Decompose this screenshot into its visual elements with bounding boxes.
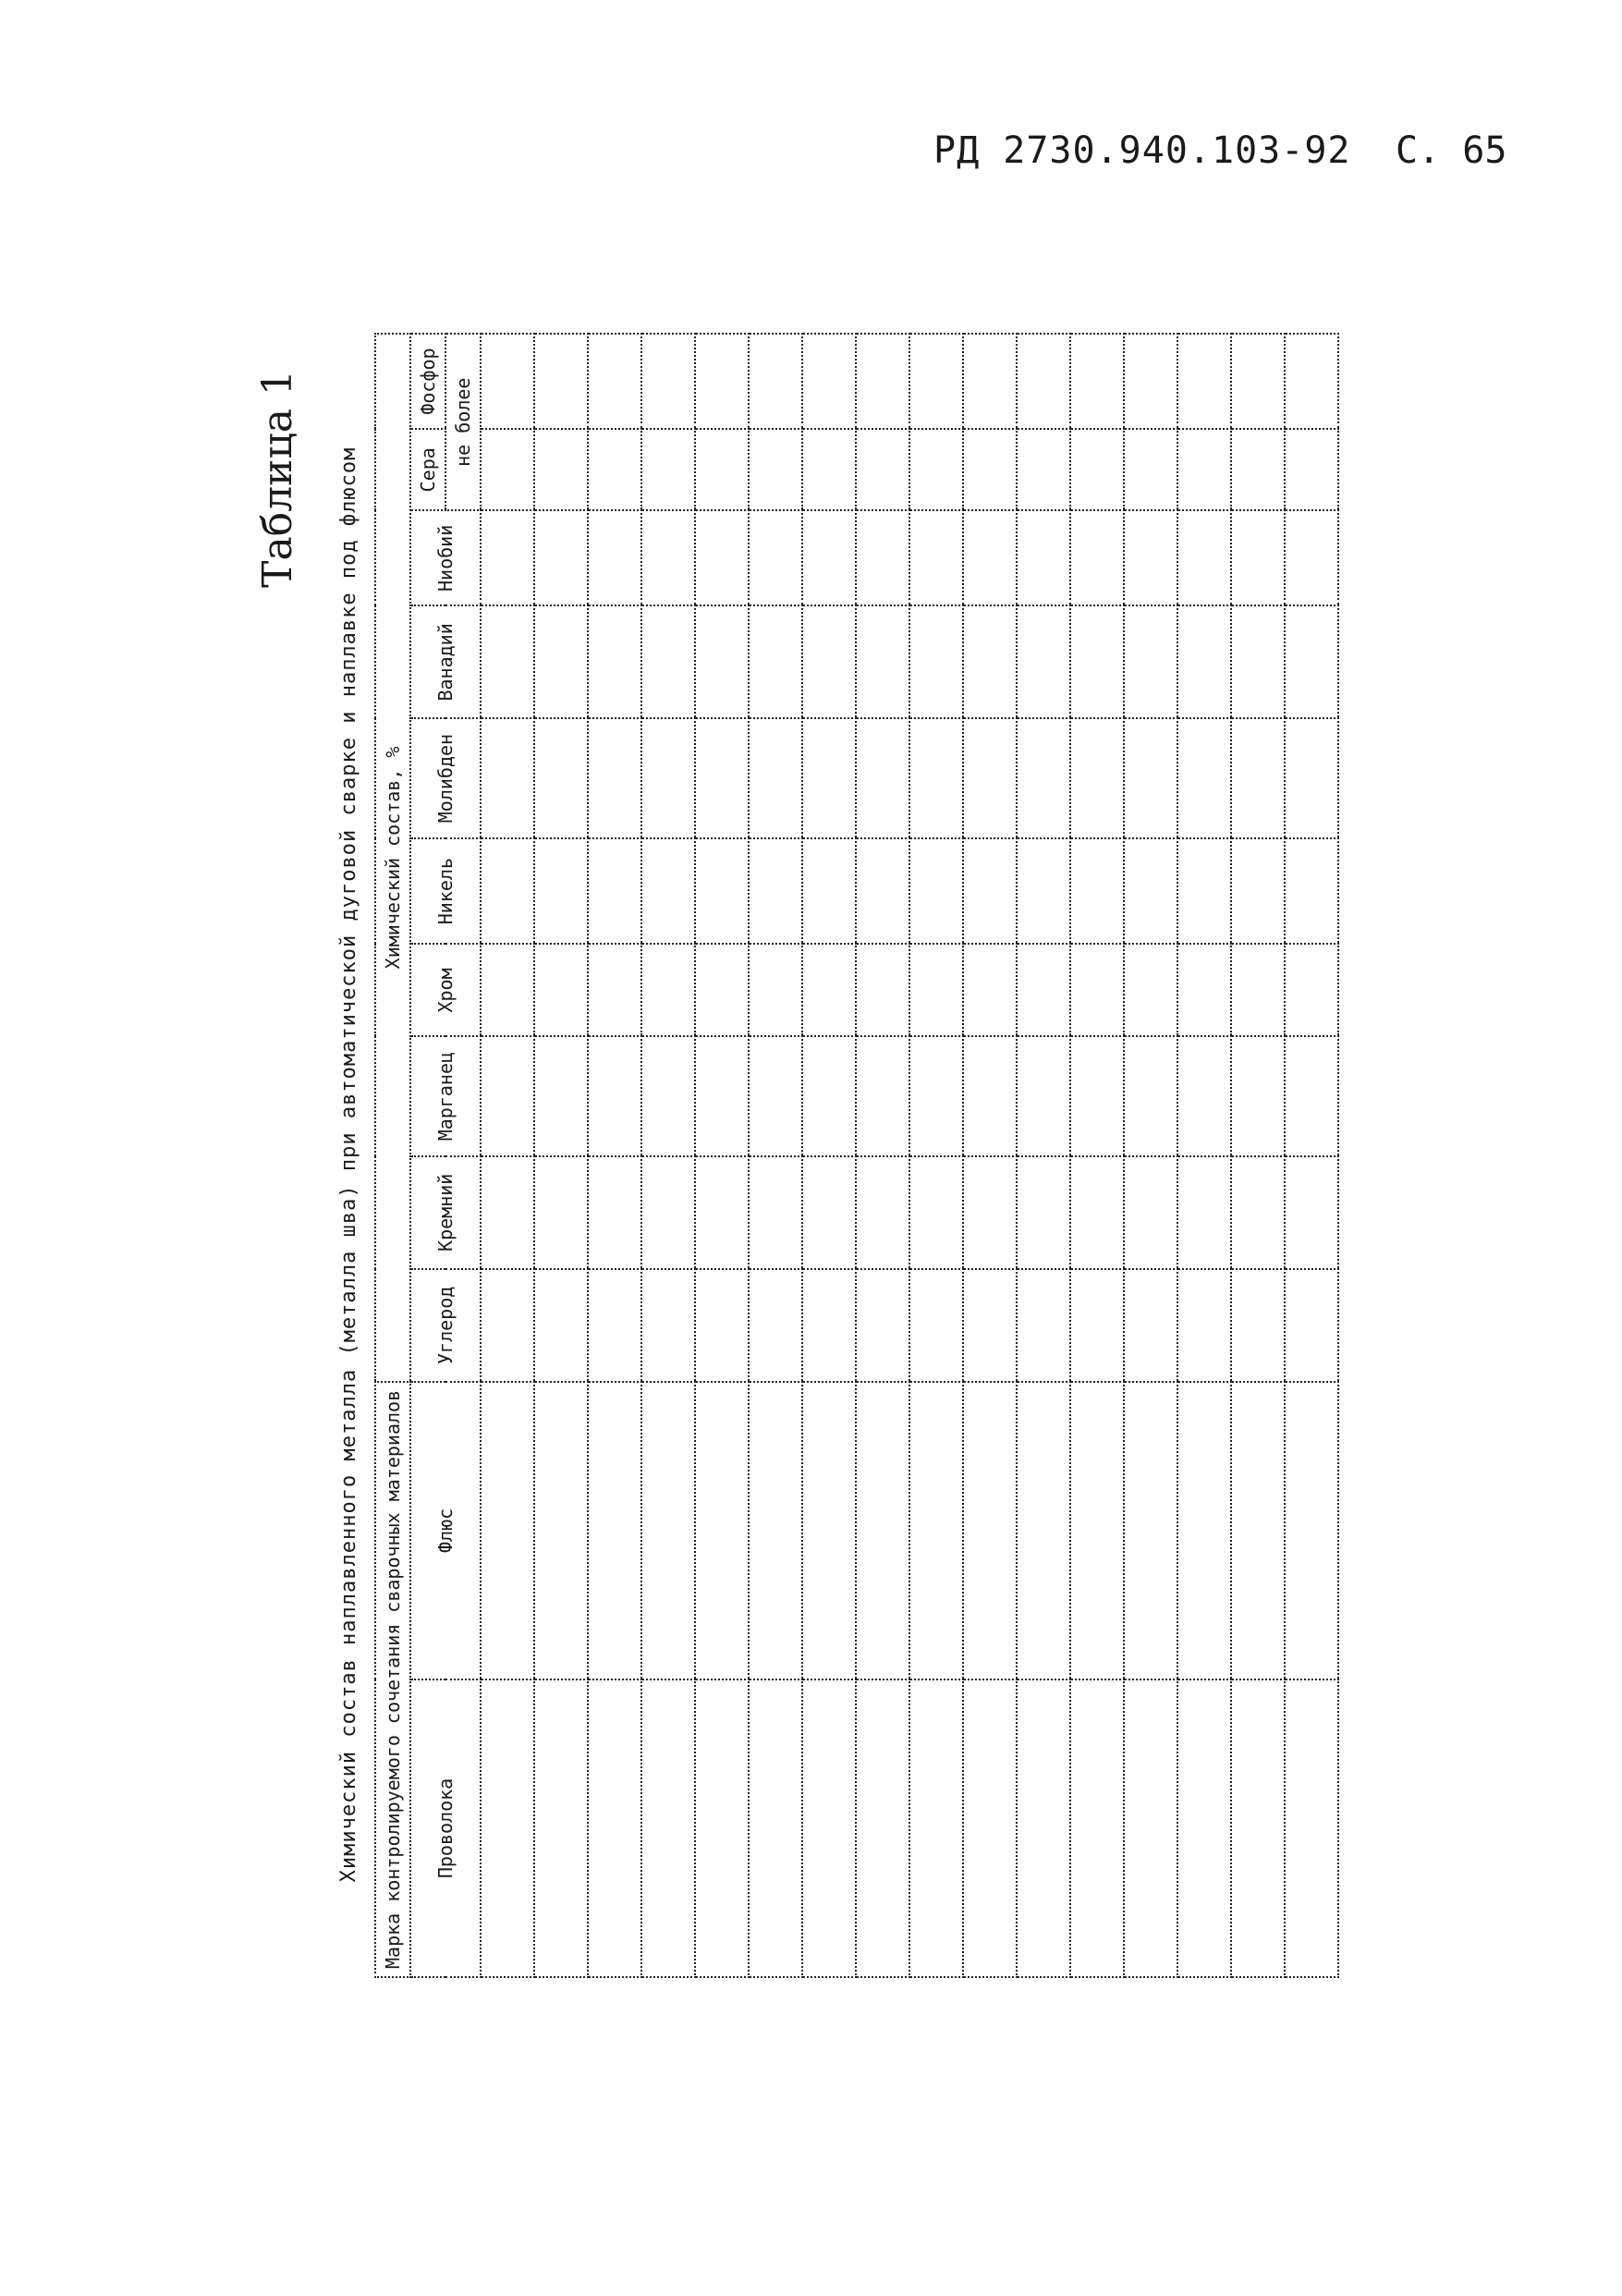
header-vanadium: Ванадий <box>410 605 481 718</box>
cell-carbon <box>856 1269 909 1382</box>
cell-niobium <box>749 510 802 605</box>
cell-silicon <box>641 1156 695 1269</box>
header-phosphorus: Фосфор <box>410 334 445 429</box>
cell-flux <box>1285 1382 1338 1679</box>
cell-wire <box>1177 1679 1231 1977</box>
cell-silicon <box>802 1156 856 1269</box>
cell-carbon <box>802 1269 856 1382</box>
cell-manganese <box>534 1036 588 1155</box>
cell-flux <box>749 1382 802 1679</box>
cell-phosphorus <box>695 334 749 429</box>
cell-manganese <box>1070 1036 1124 1155</box>
cell-vanadium <box>1124 605 1177 718</box>
cell-niobium <box>1017 510 1070 605</box>
cell-silicon <box>1124 1156 1177 1269</box>
cell-phosphorus <box>1231 334 1285 429</box>
cell-niobium <box>963 510 1017 605</box>
cell-vanadium <box>695 605 749 718</box>
cell-silicon <box>481 1156 534 1269</box>
header-molybdenum: Молибден <box>410 718 481 837</box>
cell-wire <box>1285 1679 1338 1977</box>
cell-molybdenum <box>1285 718 1338 837</box>
document-code: РД 2730.940.103-92 <box>933 129 1351 172</box>
cell-phosphorus <box>1285 334 1338 429</box>
cell-chromium <box>695 944 749 1036</box>
table-caption: Химический состав наплавленного металла (металла шва) при автоматической дуговой сварке и наплавке под флюсом <box>337 446 360 1883</box>
cell-chromium <box>641 944 695 1036</box>
cell-wire <box>534 1679 588 1977</box>
cell-flux <box>963 1382 1017 1679</box>
cell-nickel <box>1285 838 1338 945</box>
cell-vanadium <box>963 605 1017 718</box>
cell-chromium <box>1124 944 1177 1036</box>
cell-wire <box>909 1679 963 1977</box>
cell-molybdenum <box>749 718 802 837</box>
cell-sulfur <box>1124 429 1177 510</box>
cell-vanadium <box>1017 605 1070 718</box>
cell-carbon <box>963 1269 1017 1382</box>
cell-manganese <box>695 1036 749 1155</box>
cell-nickel <box>534 838 588 945</box>
cell-niobium <box>695 510 749 605</box>
cell-nickel <box>588 838 641 945</box>
cell-vanadium <box>1070 605 1124 718</box>
table-row <box>534 334 588 1977</box>
cell-nickel <box>1124 838 1177 945</box>
cell-phosphorus <box>909 334 963 429</box>
cell-niobium <box>909 510 963 605</box>
cell-manganese <box>481 1036 534 1155</box>
cell-chromium <box>749 944 802 1036</box>
cell-carbon <box>695 1269 749 1382</box>
cell-flux <box>1070 1382 1124 1679</box>
cell-flux <box>641 1382 695 1679</box>
cell-manganese <box>1177 1036 1231 1155</box>
table-row <box>1177 334 1231 1977</box>
cell-silicon <box>1285 1156 1338 1269</box>
cell-sulfur <box>749 429 802 510</box>
cell-nickel <box>641 838 695 945</box>
cell-carbon <box>749 1269 802 1382</box>
cell-carbon <box>1231 1269 1285 1382</box>
cell-flux <box>534 1382 588 1679</box>
cell-carbon <box>1124 1269 1177 1382</box>
cell-niobium <box>481 510 534 605</box>
header-sulfur: Сера <box>410 429 445 510</box>
cell-sulfur <box>963 429 1017 510</box>
cell-manganese <box>1017 1036 1070 1155</box>
cell-phosphorus <box>856 334 909 429</box>
cell-vanadium <box>1231 605 1285 718</box>
cell-manganese <box>802 1036 856 1155</box>
table-row <box>1070 334 1124 1977</box>
table-row <box>963 334 1017 1977</box>
table-row <box>1231 334 1285 1977</box>
cell-silicon <box>588 1156 641 1269</box>
cell-sulfur <box>1285 429 1338 510</box>
cell-niobium <box>641 510 695 605</box>
cell-molybdenum <box>1231 718 1285 837</box>
cell-molybdenum <box>1070 718 1124 837</box>
cell-wire <box>481 1679 534 1977</box>
cell-phosphorus <box>534 334 588 429</box>
cell-sulfur <box>802 429 856 510</box>
cell-carbon <box>1017 1269 1070 1382</box>
cell-manganese <box>749 1036 802 1155</box>
cell-manganese <box>588 1036 641 1155</box>
cell-carbon <box>1285 1269 1338 1382</box>
cell-nickel <box>963 838 1017 945</box>
header-niobium: Ниобий <box>410 510 481 605</box>
cell-flux <box>909 1382 963 1679</box>
cell-molybdenum <box>1017 718 1070 837</box>
cell-silicon <box>909 1156 963 1269</box>
cell-sulfur <box>909 429 963 510</box>
cell-molybdenum <box>802 718 856 837</box>
cell-wire <box>1017 1679 1070 1977</box>
cell-nickel <box>695 838 749 945</box>
cell-wire <box>1231 1679 1285 1977</box>
materials-group-header: Марка контролируемого сочетания сварочных материалов <box>375 1382 410 1977</box>
cell-wire <box>695 1679 749 1977</box>
header-chromium: Хром <box>410 944 481 1036</box>
cell-carbon <box>481 1269 534 1382</box>
cell-sulfur <box>695 429 749 510</box>
cell-molybdenum <box>641 718 695 837</box>
rotated-table-region <box>236 333 1308 1997</box>
cell-niobium <box>588 510 641 605</box>
cell-phosphorus <box>1070 334 1124 429</box>
cell-molybdenum <box>534 718 588 837</box>
cell-vanadium <box>802 605 856 718</box>
cell-carbon <box>1070 1269 1124 1382</box>
header-nickel: Никель <box>410 838 481 945</box>
cell-wire <box>802 1679 856 1977</box>
cell-manganese <box>641 1036 695 1155</box>
table-row <box>1124 334 1177 1977</box>
cell-chromium <box>1070 944 1124 1036</box>
cell-sulfur <box>641 429 695 510</box>
cell-chromium <box>534 944 588 1036</box>
cell-flux <box>1231 1382 1285 1679</box>
cell-chromium <box>1231 944 1285 1036</box>
table-row <box>481 334 534 1977</box>
cell-chromium <box>802 944 856 1036</box>
cell-sulfur <box>588 429 641 510</box>
cell-silicon <box>963 1156 1017 1269</box>
cell-sulfur <box>1177 429 1231 510</box>
cell-chromium <box>1285 944 1338 1036</box>
cell-silicon <box>749 1156 802 1269</box>
cell-vanadium <box>641 605 695 718</box>
cell-chromium <box>963 944 1017 1036</box>
cell-niobium <box>802 510 856 605</box>
cell-molybdenum <box>1124 718 1177 837</box>
cell-silicon <box>1231 1156 1285 1269</box>
cell-vanadium <box>481 605 534 718</box>
cell-phosphorus <box>481 334 534 429</box>
cell-molybdenum <box>909 718 963 837</box>
cell-phosphorus <box>1177 334 1231 429</box>
cell-carbon <box>588 1269 641 1382</box>
cell-silicon <box>695 1156 749 1269</box>
cell-flux <box>481 1382 534 1679</box>
table-row <box>909 334 963 1977</box>
cell-vanadium <box>534 605 588 718</box>
table-row <box>695 334 749 1977</box>
cell-vanadium <box>856 605 909 718</box>
cell-flux <box>1124 1382 1177 1679</box>
table-row <box>1017 334 1070 1977</box>
cell-wire <box>641 1679 695 1977</box>
cell-phosphorus <box>802 334 856 429</box>
cell-molybdenum <box>1177 718 1231 837</box>
cell-carbon <box>1177 1269 1231 1382</box>
cell-nickel <box>749 838 802 945</box>
cell-nickel <box>481 838 534 945</box>
header-silicon: Кремний <box>410 1156 481 1269</box>
cell-phosphorus <box>641 334 695 429</box>
cell-wire <box>1070 1679 1124 1977</box>
composition-table <box>374 333 1339 1978</box>
cell-sulfur <box>856 429 909 510</box>
cell-flux <box>1177 1382 1231 1679</box>
table-row <box>641 334 695 1977</box>
cell-flux <box>588 1382 641 1679</box>
cell-silicon <box>1017 1156 1070 1269</box>
cell-silicon <box>534 1156 588 1269</box>
cell-carbon <box>909 1269 963 1382</box>
cell-vanadium <box>1285 605 1338 718</box>
cell-molybdenum <box>588 718 641 837</box>
cell-niobium <box>1177 510 1231 605</box>
table-row <box>749 334 802 1977</box>
cell-sulfur <box>481 429 534 510</box>
cell-flux <box>1017 1382 1070 1679</box>
cell-wire <box>856 1679 909 1977</box>
cell-manganese <box>909 1036 963 1155</box>
cell-flux <box>856 1382 909 1679</box>
composition-group-header: Химический состав, % <box>375 334 410 1382</box>
cell-manganese <box>963 1036 1017 1155</box>
cell-chromium <box>588 944 641 1036</box>
cell-wire <box>1124 1679 1177 1977</box>
cell-flux <box>695 1382 749 1679</box>
cell-manganese <box>1285 1036 1338 1155</box>
cell-wire <box>963 1679 1017 1977</box>
cell-sulfur <box>1070 429 1124 510</box>
cell-niobium <box>1231 510 1285 605</box>
cell-carbon <box>534 1269 588 1382</box>
cell-manganese <box>1231 1036 1285 1155</box>
cell-silicon <box>1177 1156 1231 1269</box>
cell-wire <box>588 1679 641 1977</box>
table-label: Таблица 1 <box>254 370 301 588</box>
table-content <box>236 333 1308 1997</box>
cell-sulfur <box>534 429 588 510</box>
cell-vanadium <box>749 605 802 718</box>
cell-niobium <box>1070 510 1124 605</box>
cell-chromium <box>856 944 909 1036</box>
cell-phosphorus <box>749 334 802 429</box>
cell-sulfur <box>1231 429 1285 510</box>
cell-niobium <box>534 510 588 605</box>
cell-chromium <box>1177 944 1231 1036</box>
cell-carbon <box>641 1269 695 1382</box>
header-flux: Флюс <box>410 1382 481 1679</box>
header-not-more: не более <box>445 334 481 510</box>
cell-niobium <box>1124 510 1177 605</box>
cell-sulfur <box>1017 429 1070 510</box>
cell-nickel <box>856 838 909 945</box>
cell-chromium <box>1017 944 1070 1036</box>
cell-manganese <box>1124 1036 1177 1155</box>
header-carbon: Углерод <box>410 1269 481 1382</box>
cell-nickel <box>1070 838 1124 945</box>
cell-vanadium <box>909 605 963 718</box>
cell-chromium <box>481 944 534 1036</box>
cell-molybdenum <box>963 718 1017 837</box>
cell-silicon <box>856 1156 909 1269</box>
table-row <box>856 334 909 1977</box>
cell-phosphorus <box>1017 334 1070 429</box>
cell-nickel <box>1231 838 1285 945</box>
cell-vanadium <box>1177 605 1231 718</box>
cell-wire <box>749 1679 802 1977</box>
cell-molybdenum <box>481 718 534 837</box>
cell-vanadium <box>588 605 641 718</box>
cell-nickel <box>909 838 963 945</box>
table-row <box>588 334 641 1977</box>
cell-phosphorus <box>1124 334 1177 429</box>
cell-flux <box>802 1382 856 1679</box>
cell-silicon <box>1070 1156 1124 1269</box>
header-manganese: Марганец <box>410 1036 481 1155</box>
cell-phosphorus <box>588 334 641 429</box>
cell-molybdenum <box>856 718 909 837</box>
cell-niobium <box>1285 510 1338 605</box>
cell-nickel <box>802 838 856 945</box>
cell-nickel <box>1017 838 1070 945</box>
page-number: С. 65 <box>1396 129 1507 172</box>
cell-niobium <box>856 510 909 605</box>
table-body <box>481 334 1338 1977</box>
table-row <box>1285 334 1338 1977</box>
cell-manganese <box>856 1036 909 1155</box>
cell-molybdenum <box>695 718 749 837</box>
cell-phosphorus <box>963 334 1017 429</box>
cell-chromium <box>909 944 963 1036</box>
cell-nickel <box>1177 838 1231 945</box>
header-wire: Проволока <box>410 1679 481 1977</box>
table-row <box>802 334 856 1977</box>
